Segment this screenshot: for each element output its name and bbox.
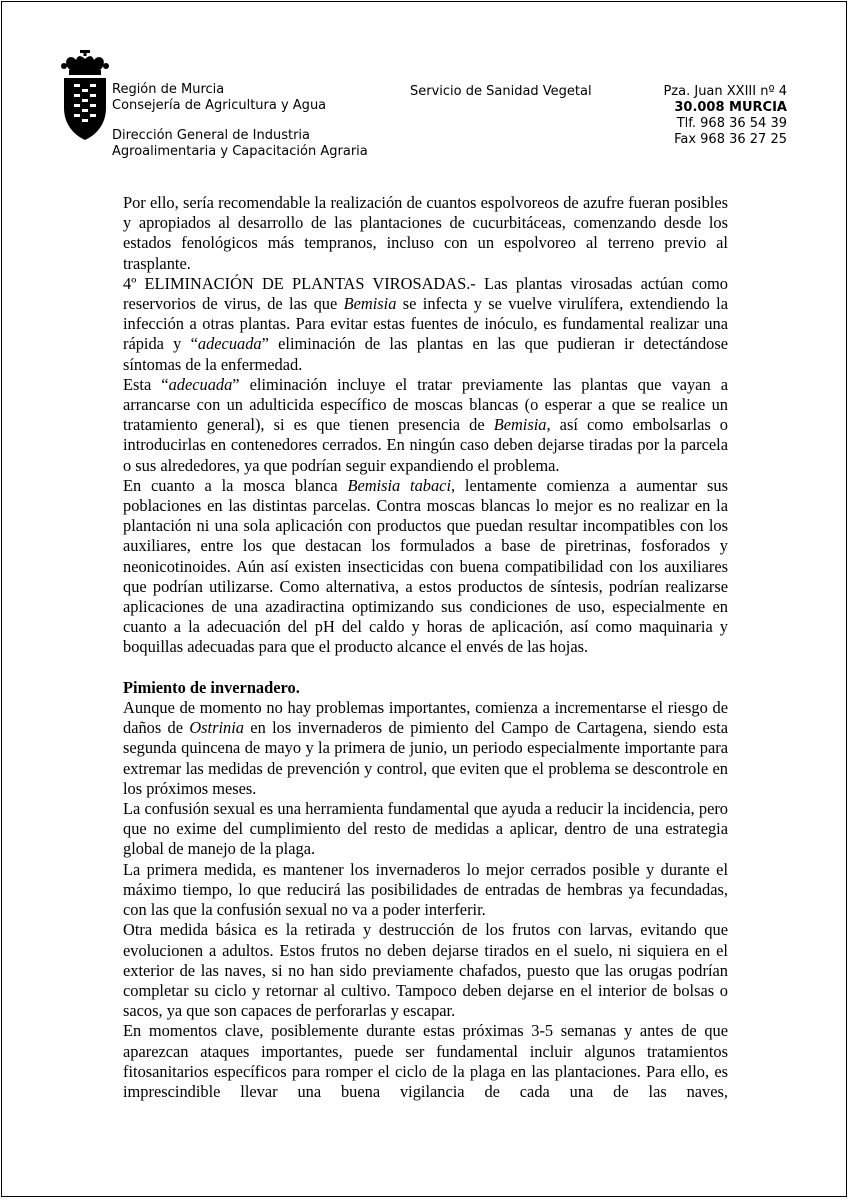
address-phone: Tlf. 968 36 54 39: [676, 116, 787, 131]
paragraph-ostrinia: Aunque de momento no hay problemas importantes, comienza a incrementarse el riesgo de daños de Ostrinia en los invernaderos de pimiento del Campo de Cartagena, siendo esta segunda quincena de mayo y la primera de junio, un periodo especialmente importante para extremar las medidas de prevención y control, que eviten que el problema se descontrole en los próximos meses.: [123, 698, 728, 798]
paragraph-azufre: Por ello, sería recomendable la realización de cuantos espolvoreos de azufre fueran posibles y apropiados al desarrollo de las plantaciones de cucurbitáceas, comenzando desde los estados fenológicos más tempranos, incluso con un espolvoreo al terreno previo al trasplante.: [123, 193, 728, 273]
paragraph-momentos-clave: En momentos clave, posiblemente durante estas próximas 3-5 semanas y antes de que aparezcan ataques importantes, puede ser fundamental incluir algunos tratamientos fitosanitarios específicos para romper el ciclo de la plaga en las plantaciones. Para ello, es imprescindible llevar una buena vigilancia de cada una de las naves,: [123, 1021, 728, 1101]
ministry-name: Consejería de Agricultura y Agua: [112, 98, 327, 113]
paragraph-retirada-frutos: Otra medida básica es la retirada y destrucción de los frutos con larvas, evitando que evolucionen a adultos. Estos frutos no deben dejarse tirados en el suelo, ni siquiera en el exterior de las naves, si no han sido previamente chafados, puesto que las orugas podrían completar su ciclo y retornar al cultivo. Tampoco deben dejarse en el interior de bolsas o sacos, ya que son capaces de perforarlas y escapar.: [123, 920, 728, 1021]
paragraph-primera-medida: La primera medida, es mantener los invernaderos lo mejor cerrados posible y durante el máximo tiempo, lo que reducirá las posibilidades de entradas de hembras ya fecundadas, con las que la confusión sexual no va a poder interferir.: [123, 859, 728, 920]
directorate-name-line2: Agroalimentaria y Capacitación Agraria: [112, 144, 368, 159]
paragraph-eliminacion-plantas: 4º ELIMINACIÓN DE PLANTAS VIROSADAS.- Las plantas virosadas actúan como reservorios de virus, de las que Bemisia se infecta y se vuelve virulífera, extendiendo la infección a otras plantas. Para evitar estas fuentes de inóculo, es fundamental realizar una rápida y “adecuada” eliminación de las plantas en las que pudieran ir detectándose síntomas de la enfermedad.: [123, 273, 728, 374]
paragraph-confusion-sexual: La confusión sexual es una herramienta fundamental que ayuda a reducir la incidencia, pero que no exime del cumplimiento del resto de medidas a aplicar, dentro de una estrategia global de manejo de la plaga.: [123, 799, 728, 859]
paragraph-adecuada-eliminacion: Esta “adecuada” eliminación incluye el tratar previamente las plantas que vayan a arrancarse con un adulticida específico de moscas blancas (o esperar a que se realice un tratamiento general), si es que tienen presencia de Bemisia, así como embolsarlas o introducirlas en contenedores cerrados. En ningún caso deben dejarse tiradas por la parcela o sus alrededores, ya que podrían seguir expandiendo el problema.: [123, 374, 729, 475]
header-organization: [112, 82, 368, 160]
address-fax: Fax 968 36 27 25: [674, 132, 787, 147]
address-street: Pza. Juan XXIII nº 4: [663, 84, 787, 99]
region-crest-logo: [60, 50, 110, 142]
document-body: [123, 193, 728, 1102]
service-name: Servicio de Sanidad Vegetal: [410, 84, 592, 99]
address-city: 30.008 MURCIA: [674, 100, 787, 115]
region-name: Región de Murcia: [112, 82, 225, 97]
directorate-name: Dirección General de Industria: [112, 128, 311, 143]
header-address: [663, 84, 787, 148]
section-heading-pimiento: Pimiento de invernadero.: [123, 677, 300, 697]
paragraph-mosca-blanca: En cuanto a la mosca blanca Bemisia tabaci, lentamente comienza a aumentar sus poblaciones en las distintas parcelas. Contra moscas blancas lo mejor es no realizar en la plantación ni una sola aplicación con productos que puedan resultar incompatibles con los auxiliares, entre los que destacan los formulados a base de piretrinas, fosforados y neonicotinoides. Aún así existen insecticidas con buena compatibilidad con los auxiliares que podrían utilizarse. Como alternativa, a estos productos de síntesis, podrían realizarse aplicaciones de una azadiractina optimizando sus condiciones de uso, especialmente en cuanto a la adecuación del pH del caldo y horas de aplicación, así como maquinaria y boquillas adecuadas para que el producto alcance el envés de las hojas.: [123, 475, 728, 657]
